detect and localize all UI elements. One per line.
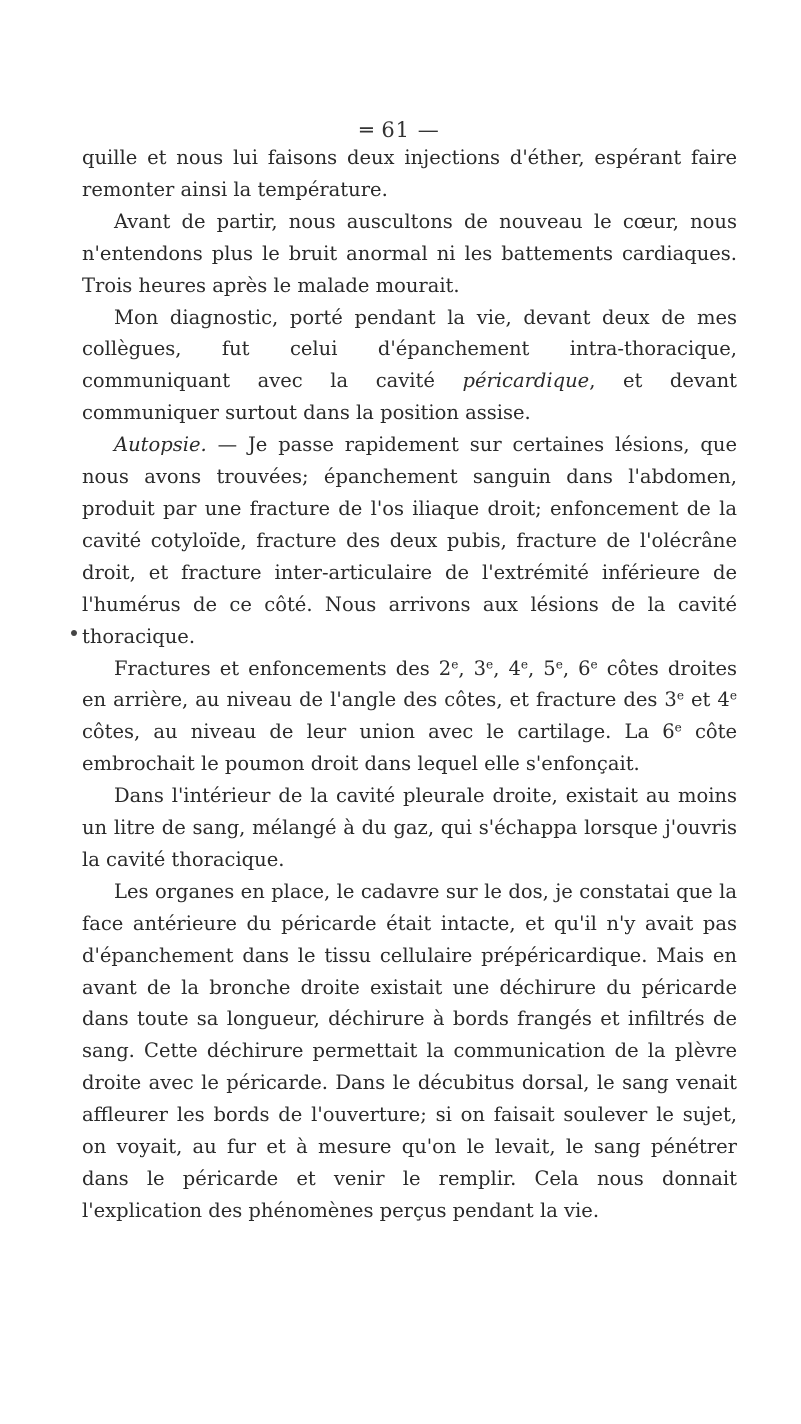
ordinal-superscript: e (729, 688, 737, 703)
body-text (82, 142, 737, 1227)
ordinal-superscript: e (520, 656, 529, 671)
text-run: Dans l'intérieur de la cavité pleurale droite, existait au moins un litre de sang, mélangé à du gaz, qui s'échappa lorsque j'ouvris la cavité thoracique. (82, 784, 737, 871)
paragraph (82, 653, 737, 781)
text-run: — Je passe rapidement sur certaines lésions, que nous avons trouvées; épanchement sanguin dans l'abdomen, produit par une fracture de l'os iliaque droit; enfoncement de la cavité cotyloïde, fracture des deux pubis, fracture de l'olécrâne droit, et fracture inter-articulaire de l'extrémité inférieure de l'humérus de ce côté. Nous arrivons aux lésions de la cavité thoracique. (82, 433, 737, 648)
text-run: Fractures et enfoncements des 2 (114, 656, 452, 680)
ordinal-superscript: e (590, 656, 598, 671)
text-run: , 4 (493, 656, 521, 680)
ordinal-superscript: e (555, 656, 563, 671)
text-run: quille et nous lui faisons deux injections d'éther, espérant faire remonter ainsi la température. (82, 146, 737, 201)
text-run: , et devant communiquer surtout dans la position assise. (82, 369, 737, 425)
paragraph (82, 780, 737, 876)
text-run: Les organes en place, le cadavre sur le dos, je constatai que la face antérieure du péricarde était intacte, et qu'il n'y avait pas d'épanchement dans le tissu cellulaire prépéricardique. Mais en avant de la bronche droite existait une déchirure du péricarde dans toute sa longueur, déchirure à bords frangés et infiltrés de sang. Cette déchirure permettait la communication de la plèvre droite avec le péricarde. Dans le décubitus dorsal, le sang venait affleurer les bords de l'ouverture; si on faisait soulever le sujet, on voyait, au fur et à mesure qu'on le levait, le sang pénétrer dans le péricarde et venir le remplir. Cela nous donnait l'explication des phénomènes perçus pendant la vie. (82, 879, 737, 1222)
page-number: ═ 61 — (360, 118, 440, 142)
text-run: côte embrochait le poumon droit dans lequel elle s'enfonçait. (82, 720, 737, 776)
italic-text: Autopsie. (114, 433, 207, 457)
text-run: côtes droites en arrière, au niveau de l'angle des côtes, et fracture des 3 (82, 656, 738, 712)
paragraph (82, 429, 737, 652)
text-run: Mon diagnostic, porté pendant la vie, devant deux de mes collègues, fut celui d'épanchement intra-thoracique, communiquant avec la cavité (82, 305, 737, 393)
paragraph (82, 876, 737, 1227)
margin-mark (71, 630, 77, 636)
text-run: et 4 (683, 688, 730, 712)
ordinal-superscript: e (451, 656, 459, 671)
italic-text: péricardique (462, 369, 590, 393)
ordinal-superscript: e (674, 720, 682, 735)
text-run: Avant de partir, nous auscultons de nouveau le cœur, nous n'entendons plus le bruit anormal ni les battements cardiaques. Trois heures après le malade mourait. (82, 209, 737, 297)
ordinal-superscript: e (486, 656, 494, 671)
paragraph (82, 302, 737, 430)
text-run: côtes, au niveau de leur union avec le cartilage. La 6 (82, 720, 675, 744)
ordinal-superscript: e (676, 688, 684, 703)
text-run: , 6 (562, 656, 591, 680)
text-run: , 5 (528, 656, 556, 680)
paragraph (82, 142, 737, 206)
text-run: , 3 (458, 656, 487, 680)
paragraph (82, 206, 737, 302)
